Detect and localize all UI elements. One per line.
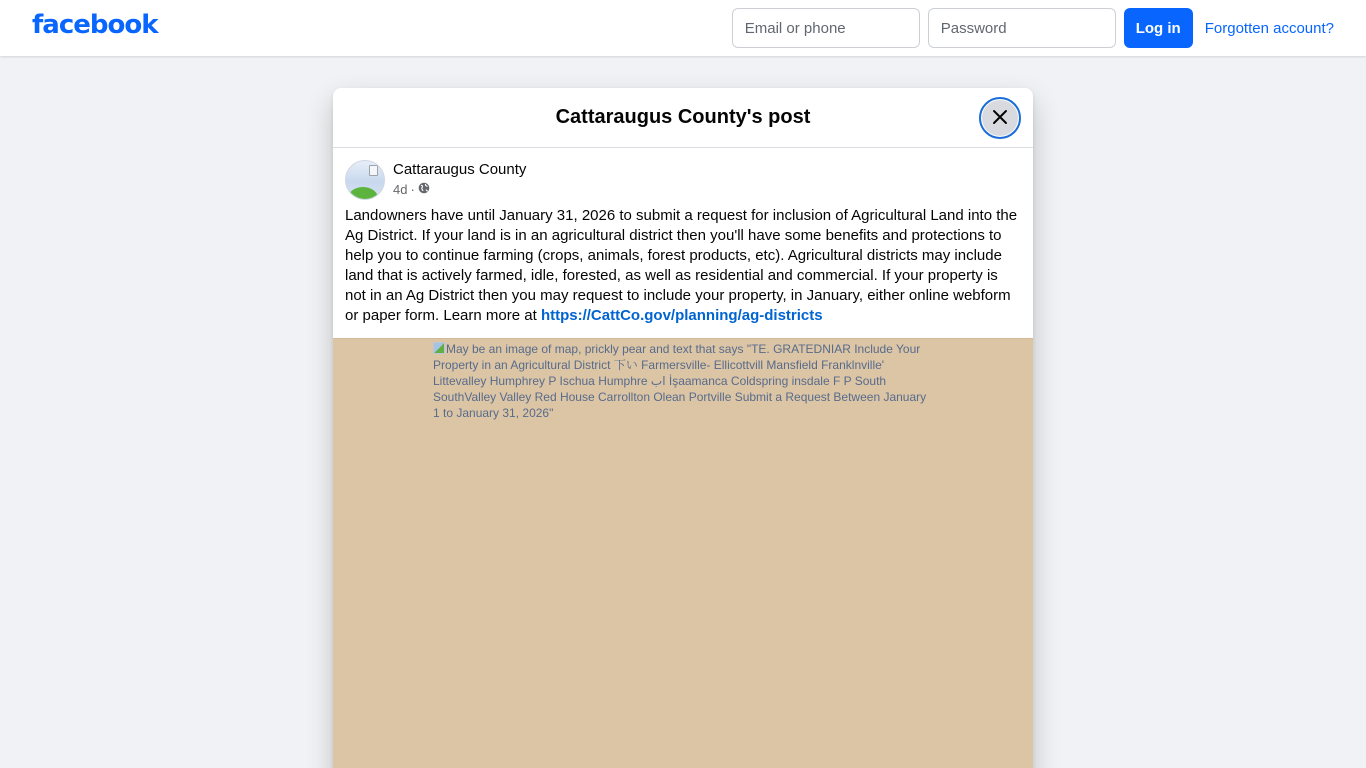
password-field[interactable] [928,8,1116,48]
top-navigation-bar [0,0,1366,56]
author-name[interactable]: Cattaraugus County [393,161,527,178]
post-header [333,148,1033,206]
login-form [732,8,1334,48]
post-image[interactable] [333,338,1033,768]
facebook-logo[interactable]: facebook [32,10,158,40]
author-avatar[interactable] [345,160,385,200]
post-body-text: Landowners have until January 31, 2026 to submit a request for inclusion of Agricultural Land into the Ag District. If your land is in an agricultural district then you'll have some benefits and protections to help you to continue farming (crops, animals, forest products, etc). Agricultural districts may include land that is actively farmed, idle, forested, as well as residential and commercial. If your property is not in an Ag District then you may request to include your property, in January, either online webform or paper form. Learn more at [345,207,1018,324]
post-timestamp[interactable]: 4d [393,182,408,197]
broken-image-icon [433,342,445,354]
close-button[interactable] [979,97,1021,139]
email-field[interactable] [732,8,920,48]
close-icon [992,109,1008,128]
meta-separator: · [410,182,415,197]
image-alt-label: May be an image of map, prickly pear and text that says "TE. GRATEDNIAR Include Your Property in an Agricultural District 下い Farmersville- Ellicottvill Mansfield Franklnville' Littevalley Humphrey P Ischua Humphre اب İşaamanca Coldspring insdale F P South SouthValley Valley Red House Carrollton Olean Portville Submit a Request Between January 1 to January 31, 2026" [433,342,927,420]
post-meta [393,182,430,197]
globe-icon [418,182,430,197]
login-button[interactable]: Log in [1124,8,1193,48]
image-alt-text [433,341,933,421]
dialog-header [333,88,1033,148]
forgotten-account-link[interactable]: Forgotten account? [1204,19,1334,37]
dialog-title: Cattaraugus County's post [555,106,811,128]
post-link[interactable]: https://CattCo.gov/planning/ag-districts [540,307,823,324]
post-dialog [333,88,1033,768]
